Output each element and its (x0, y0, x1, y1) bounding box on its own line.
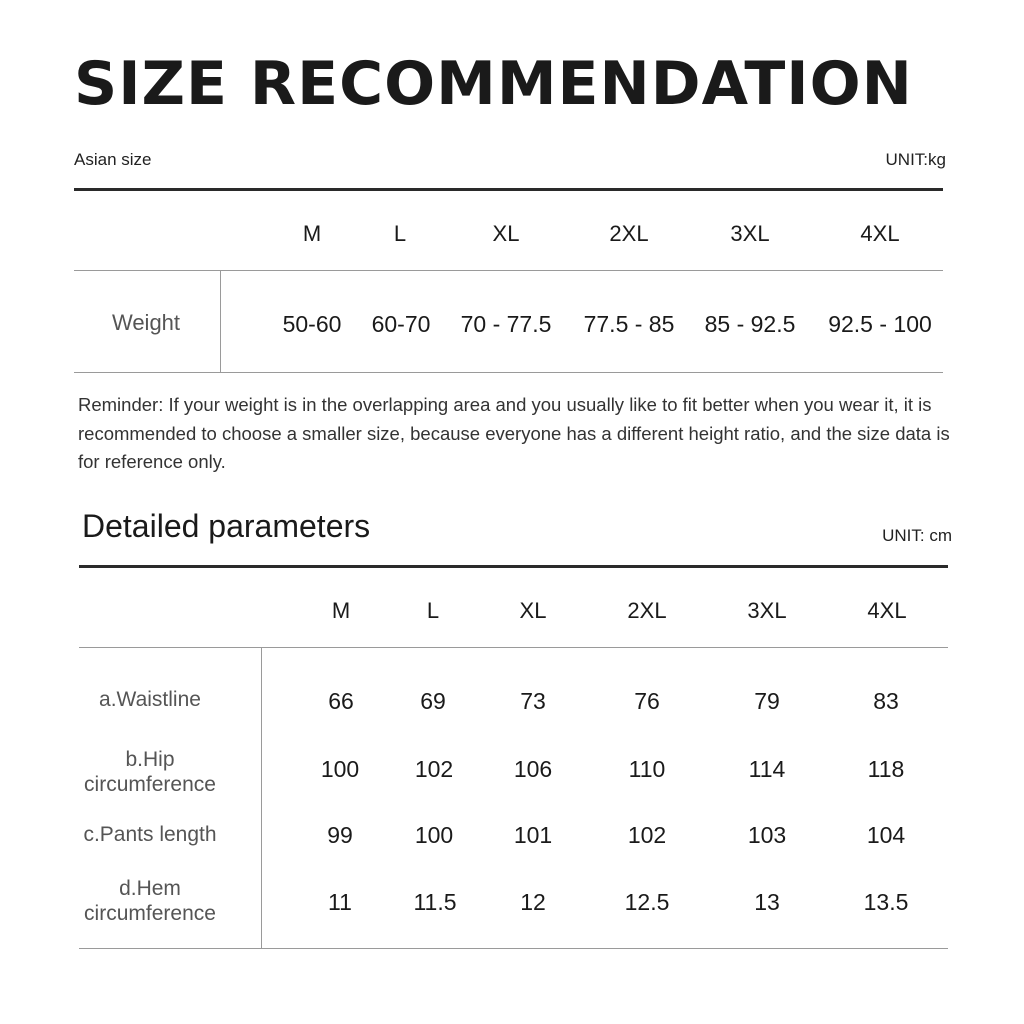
details-size-header-4xl: 4XL (867, 598, 907, 623)
weight-table-mid-rule (74, 270, 943, 271)
pants-length-4xl: 104 (866, 822, 906, 848)
size-header-4xl: 4XL (860, 221, 900, 246)
details-size-header-xl: XL (519, 598, 547, 623)
pants-length-m: 99 (327, 822, 353, 848)
hem-l: 11.5 (413, 889, 457, 915)
weight-row-label: Weight (111, 310, 181, 335)
waistline-l: 69 (420, 688, 446, 714)
row-label-line1: b.Hip (125, 748, 175, 771)
size-header-2xl: 2XL (609, 221, 649, 246)
hip-m: 100 (320, 756, 360, 782)
size-header-3xl: 3XL (730, 221, 770, 246)
size-header-m: M (302, 221, 322, 246)
waistline-3xl: 79 (754, 688, 780, 714)
row-label-waistline (76, 687, 224, 712)
waistline-xl: 73 (520, 688, 546, 714)
weight-value-xl: 70 - 77.5 (460, 311, 552, 337)
row-label-line1: a.Waistline (99, 688, 201, 711)
asian-size-label: Asian size (74, 150, 152, 169)
row-label-hip (72, 747, 228, 797)
details-size-header-m: M (331, 598, 351, 623)
detailed-parameters-title: Detailed parameters (82, 508, 371, 544)
details-table-bottom-rule (79, 948, 948, 949)
row-label-line2: circumference (84, 902, 216, 925)
details-size-header-l: L (426, 598, 440, 623)
page-title: SIZE RECOMMENDATION (74, 49, 913, 119)
hip-2xl: 110 (628, 756, 666, 782)
weight-value-3xl: 85 - 92.5 (704, 311, 796, 337)
hem-4xl: 13.5 (863, 889, 909, 915)
waistline-2xl: 76 (634, 688, 660, 714)
pants-length-3xl: 103 (747, 822, 787, 848)
pants-length-l: 100 (414, 822, 454, 848)
details-table-top-rule (79, 565, 948, 568)
unit-kg-label: UNIT:kg (885, 150, 946, 169)
row-label-hem (72, 876, 228, 926)
row-label-pants-length (72, 822, 228, 847)
hip-xl: 106 (513, 756, 553, 782)
details-size-header-3xl: 3XL (747, 598, 787, 623)
waistline-4xl: 83 (873, 688, 899, 714)
pants-length-xl: 101 (513, 822, 553, 848)
size-header-xl: XL (492, 221, 520, 246)
hip-4xl: 118 (867, 756, 905, 782)
waistline-m: 66 (328, 688, 354, 714)
hem-2xl: 12.5 (624, 889, 670, 915)
hem-3xl: 13 (754, 889, 780, 915)
weight-table-top-rule (74, 188, 943, 191)
row-label-line1: c.Pants length (83, 823, 217, 846)
details-table-divider (261, 647, 262, 949)
row-label-line1: d.Hem (119, 877, 181, 900)
weight-value-4xl: 92.5 - 100 (828, 311, 932, 337)
weight-table-bottom-rule (74, 372, 943, 373)
weight-value-m: 50-60 (282, 311, 342, 337)
pants-length-2xl: 102 (627, 822, 667, 848)
row-label-line2: circumference (84, 773, 216, 796)
hip-l: 102 (414, 756, 454, 782)
hem-xl: 12 (520, 889, 546, 915)
hip-3xl: 114 (748, 756, 786, 782)
weight-value-2xl: 77.5 - 85 (583, 311, 675, 337)
details-table-mid-rule (79, 647, 948, 648)
hem-m: 11 (328, 889, 352, 915)
unit-cm-label: UNIT: cm (882, 526, 952, 545)
size-header-l: L (393, 221, 407, 246)
reminder-text: Reminder: If your weight is in the overlapping area and you usually like to fit better when you wear it, it is recommended to choose a smaller size, because everyone has a different height ratio, and the size data is for reference only. (78, 394, 950, 472)
weight-value-l: 60-70 (371, 311, 431, 337)
details-size-header-2xl: 2XL (627, 598, 667, 623)
weight-table-divider (220, 270, 221, 373)
